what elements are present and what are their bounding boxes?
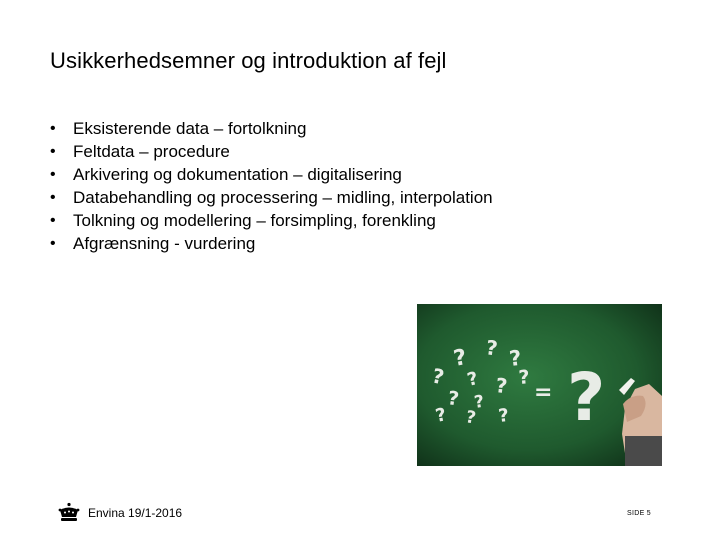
svg-text:?: ? [429,363,447,390]
bullet-text: Databehandling og processering – midling, interpolation [73,188,493,207]
bullet-dot: • [50,120,56,137]
bullet-list [50,117,493,255]
bullet-text: Afgrænsning - vurdering [73,234,256,253]
bullet-dot: • [50,212,56,229]
slide-title: Usikkerhedsemner og introduktion af fejl [50,48,447,73]
bullet-item [50,163,493,186]
svg-text:=: = [534,380,553,405]
footer-text: Envina 19/1-2016 [88,506,183,520]
bullet-dot: • [50,235,56,252]
svg-text:?: ? [465,367,481,391]
svg-text:?: ? [567,359,606,436]
bullet-text: Tolkning og modellering – forsimpling, forenkling [73,211,436,230]
bullet-dot: • [50,166,56,183]
bullet-item [50,117,493,140]
svg-text:?: ? [494,373,509,399]
page-number: SIDE 5 [627,510,651,517]
svg-text:?: ? [472,391,486,413]
bullet-dot: • [50,189,56,206]
svg-text:?: ? [433,404,449,427]
question-marks-chalkboard-image [417,304,662,466]
bullet-text: Feltdata – procedure [73,142,230,161]
bullet-item [50,140,493,163]
bullet-text: Arkivering og dokumentation – digitalisering [73,165,402,184]
svg-text:?: ? [464,407,478,429]
svg-text:?: ? [484,335,500,361]
svg-text:?: ? [517,366,531,389]
svg-text:?: ? [508,345,523,371]
bullet-dot: • [50,143,56,160]
bullet-item [50,186,493,209]
svg-text:?: ? [446,387,461,411]
bullet-item [50,232,493,255]
crown-icon [57,502,81,524]
bullet-text: Eksisterende data – fortolkning [73,119,307,138]
svg-text:?: ? [451,345,469,372]
svg-text:?: ? [497,404,510,427]
bullet-item [50,209,493,232]
